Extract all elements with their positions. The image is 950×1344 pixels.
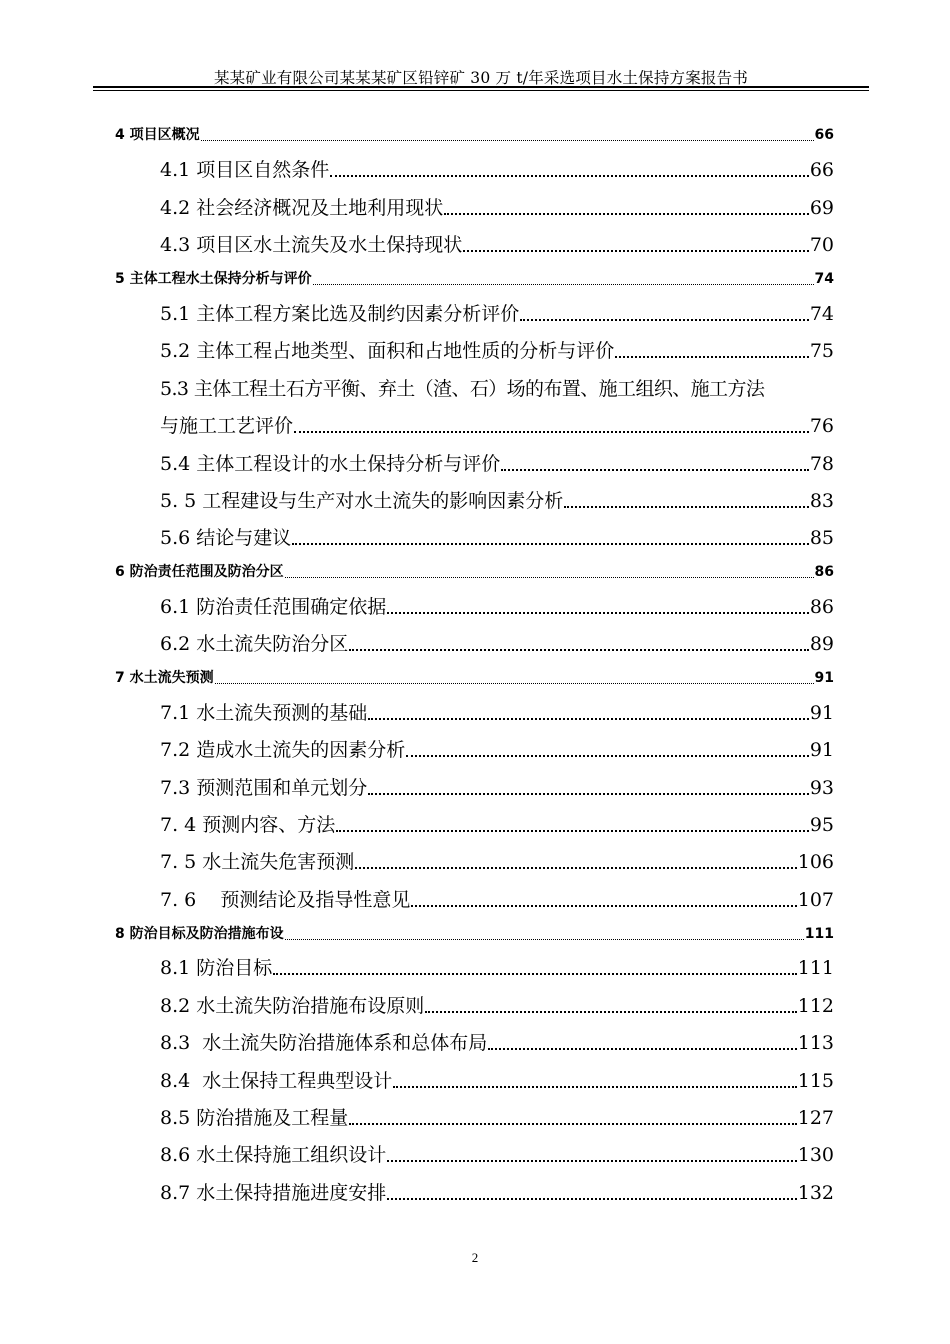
toc-dot-leader	[393, 1086, 796, 1088]
toc-section-8-3[interactable]	[160, 1028, 834, 1055]
toc-dot-leader	[615, 356, 809, 358]
toc-section-5-1[interactable]	[160, 299, 834, 326]
toc-page-number: 83	[809, 490, 834, 512]
toc-section-7-6[interactable]	[160, 885, 834, 912]
toc-entry-title: 7.2 造成水土流失的因素分析	[160, 739, 406, 761]
toc-page-number: 91	[809, 739, 834, 761]
toc-entry-title: 4 项目区概况	[115, 127, 200, 143]
toc-page-number: 66	[809, 159, 834, 181]
toc-dot-leader	[488, 1048, 796, 1050]
toc-page-number: 127	[797, 1107, 834, 1129]
toc-entry-title: 6.1 防治责任范围确定依据	[160, 596, 387, 618]
toc-entry-title: 4.2 社会经济概况及土地利用现状	[160, 197, 444, 219]
toc-entry-title: 4.3 项目区水土流失及水土保持现状	[160, 234, 463, 256]
toc-page-number: 66	[814, 127, 834, 143]
toc-page-number: 69	[809, 197, 834, 219]
toc-entry-title: 8.6 水土保持施工组织设计	[160, 1144, 387, 1166]
running-header: 某某矿业有限公司某某某矿区铅锌矿 30 万 t/年采选项目水土保持方案报告书	[213, 69, 749, 87]
toc-section-8-1[interactable]	[160, 953, 834, 980]
toc-section-7-2[interactable]	[160, 735, 834, 762]
toc-dot-leader	[444, 213, 809, 215]
toc-page-number: 132	[797, 1182, 834, 1204]
toc-dot-leader	[564, 506, 809, 508]
toc-chapter-5[interactable]	[115, 268, 834, 288]
toc-dot-leader	[313, 284, 814, 285]
toc-entry-title: 8 防治目标及防治措施布设	[115, 926, 284, 942]
toc-dot-leader	[336, 830, 809, 832]
toc-section-5-5[interactable]	[160, 486, 834, 513]
toc-chapter-7[interactable]	[115, 667, 834, 687]
toc-dot-leader	[387, 1160, 796, 1162]
toc-section-8-7[interactable]	[160, 1178, 834, 1205]
toc-dot-leader	[201, 140, 814, 141]
toc-page-number: 86	[814, 564, 834, 580]
toc-chapter-4[interactable]	[115, 124, 834, 144]
toc-entry-title: 7 水土流失预测	[115, 670, 214, 686]
toc-section-7-3[interactable]	[160, 773, 834, 800]
toc-entry-title: 7. 5 水土流失危害预测	[160, 851, 355, 873]
toc-entry-title: 7. 4 预测内容、方法	[160, 814, 336, 836]
toc-entry-title: 8.5 防治措施及工程量	[160, 1107, 349, 1129]
toc-chapter-6[interactable]	[115, 561, 834, 581]
toc-page-number: 74	[814, 271, 834, 287]
toc-dot-leader	[368, 793, 809, 795]
toc-entry-title: 5.4 主体工程设计的水土保持分析与评价	[160, 453, 501, 475]
toc-section-5-2[interactable]	[160, 336, 834, 363]
toc-entry-title: 5.1 主体工程方案比选及制约因素分析评价	[160, 303, 520, 325]
toc-section-4-2[interactable]	[160, 193, 834, 220]
toc-page-number: 76	[809, 415, 834, 437]
toc-entry-title: 7. 6 预测结论及指导性意见	[160, 889, 411, 911]
toc-entry-title: 5 主体工程水土保持分析与评价	[115, 271, 312, 287]
toc-page-number: 86	[809, 596, 834, 618]
toc-dot-leader	[425, 1011, 796, 1013]
toc-entry-title: 5.3 主体工程土石方平衡、弃土（渣、石）场的布置、施工组织、施工方法	[160, 378, 765, 400]
toc-dot-leader	[387, 1198, 796, 1200]
toc-section-8-6[interactable]	[160, 1140, 834, 1167]
toc-entry-title: 7.3 预测范围和单元划分	[160, 777, 368, 799]
toc-section-4-1[interactable]	[160, 155, 834, 182]
toc-chapter-8[interactable]	[115, 923, 834, 943]
toc-page-number: 91	[814, 670, 834, 686]
toc-page-number: 70	[809, 234, 834, 256]
toc-section-8-2[interactable]	[160, 991, 834, 1018]
toc-page-number: 95	[809, 814, 834, 836]
toc-entry-title: 5. 5 工程建设与生产对水土流失的影响因素分析	[160, 490, 564, 512]
toc-page-number: 111	[797, 957, 834, 979]
toc-entry-title: 8.7 水土保持措施进度安排	[160, 1182, 387, 1204]
toc-page-number: 93	[809, 777, 834, 799]
toc-section-8-5[interactable]	[160, 1103, 834, 1130]
toc-page-number: 89	[809, 633, 834, 655]
toc-section-6-1[interactable]	[160, 592, 834, 619]
header-rule-thin	[93, 90, 869, 91]
toc-dot-leader	[285, 939, 804, 940]
toc-section-7-1[interactable]	[160, 698, 834, 725]
toc-dot-leader	[215, 683, 814, 684]
toc-entry-title: 6.2 水土流失防治分区	[160, 633, 349, 655]
toc-section-7-5[interactable]	[160, 847, 834, 874]
toc-dot-leader	[368, 718, 809, 720]
toc-page-number: 112	[797, 995, 834, 1017]
toc-entry-title: 7.1 水土流失预测的基础	[160, 702, 368, 724]
toc-dot-leader	[520, 319, 809, 321]
toc-entry-title: 8.1 防治目标	[160, 957, 273, 979]
toc-section-5-6[interactable]	[160, 523, 834, 550]
header-rule-thick	[93, 86, 869, 88]
page-number: 2	[471, 1250, 479, 1265]
toc-dot-leader	[355, 867, 796, 869]
toc-entry-title: 4.1 项目区自然条件	[160, 159, 330, 181]
toc-page-number: 115	[797, 1070, 834, 1092]
toc-entry-title: 8.4 水土保持工程典型设计	[160, 1070, 393, 1092]
toc-entry-title: 6 防治责任范围及防治分区	[115, 564, 284, 580]
toc-dot-leader	[406, 755, 809, 757]
toc-entry-title: 8.3 水土流失防治措施体系和总体布局	[160, 1032, 488, 1054]
toc-section-6-2[interactable]	[160, 629, 834, 656]
toc-dot-leader	[501, 469, 809, 471]
toc-dot-leader	[292, 543, 809, 545]
toc-page-number: 91	[809, 702, 834, 724]
toc-entry-title: 5.6 结论与建议	[160, 527, 292, 549]
toc-page-number: 106	[797, 851, 834, 873]
toc-dot-leader	[349, 649, 809, 651]
toc-page-number: 111	[804, 926, 834, 942]
toc-page-number: 85	[809, 527, 834, 549]
toc-dot-leader	[330, 175, 809, 177]
toc-page-number: 113	[797, 1032, 834, 1054]
toc-dot-leader	[387, 612, 809, 614]
toc-dot-leader	[463, 250, 809, 252]
toc-page-number: 130	[797, 1144, 834, 1166]
toc-section-7-4[interactable]	[160, 810, 834, 837]
toc-page-number: 107	[797, 889, 834, 911]
toc-dot-leader	[285, 577, 814, 578]
toc-entry-title-continued: 与施工工艺评价	[160, 415, 294, 437]
toc-section-8-4[interactable]	[160, 1066, 834, 1093]
toc-page-number: 75	[809, 340, 834, 362]
toc-dot-leader	[273, 973, 796, 975]
toc-page-number: 74	[809, 303, 834, 325]
toc-dot-leader	[294, 431, 809, 433]
toc-dot-leader	[411, 905, 796, 907]
toc-section-4-3[interactable]	[160, 230, 834, 257]
toc-entry-title: 8.2 水土流失防治措施布设原则	[160, 995, 425, 1017]
toc-entry-title: 5.2 主体工程占地类型、面积和占地性质的分析与评价	[160, 340, 615, 362]
toc-page-number: 78	[809, 453, 834, 475]
toc-section-5-3-line1[interactable]	[160, 374, 834, 401]
toc-section-5-3-line2[interactable]	[160, 411, 834, 438]
toc-dot-leader	[349, 1123, 796, 1125]
toc-section-5-4[interactable]	[160, 449, 834, 476]
